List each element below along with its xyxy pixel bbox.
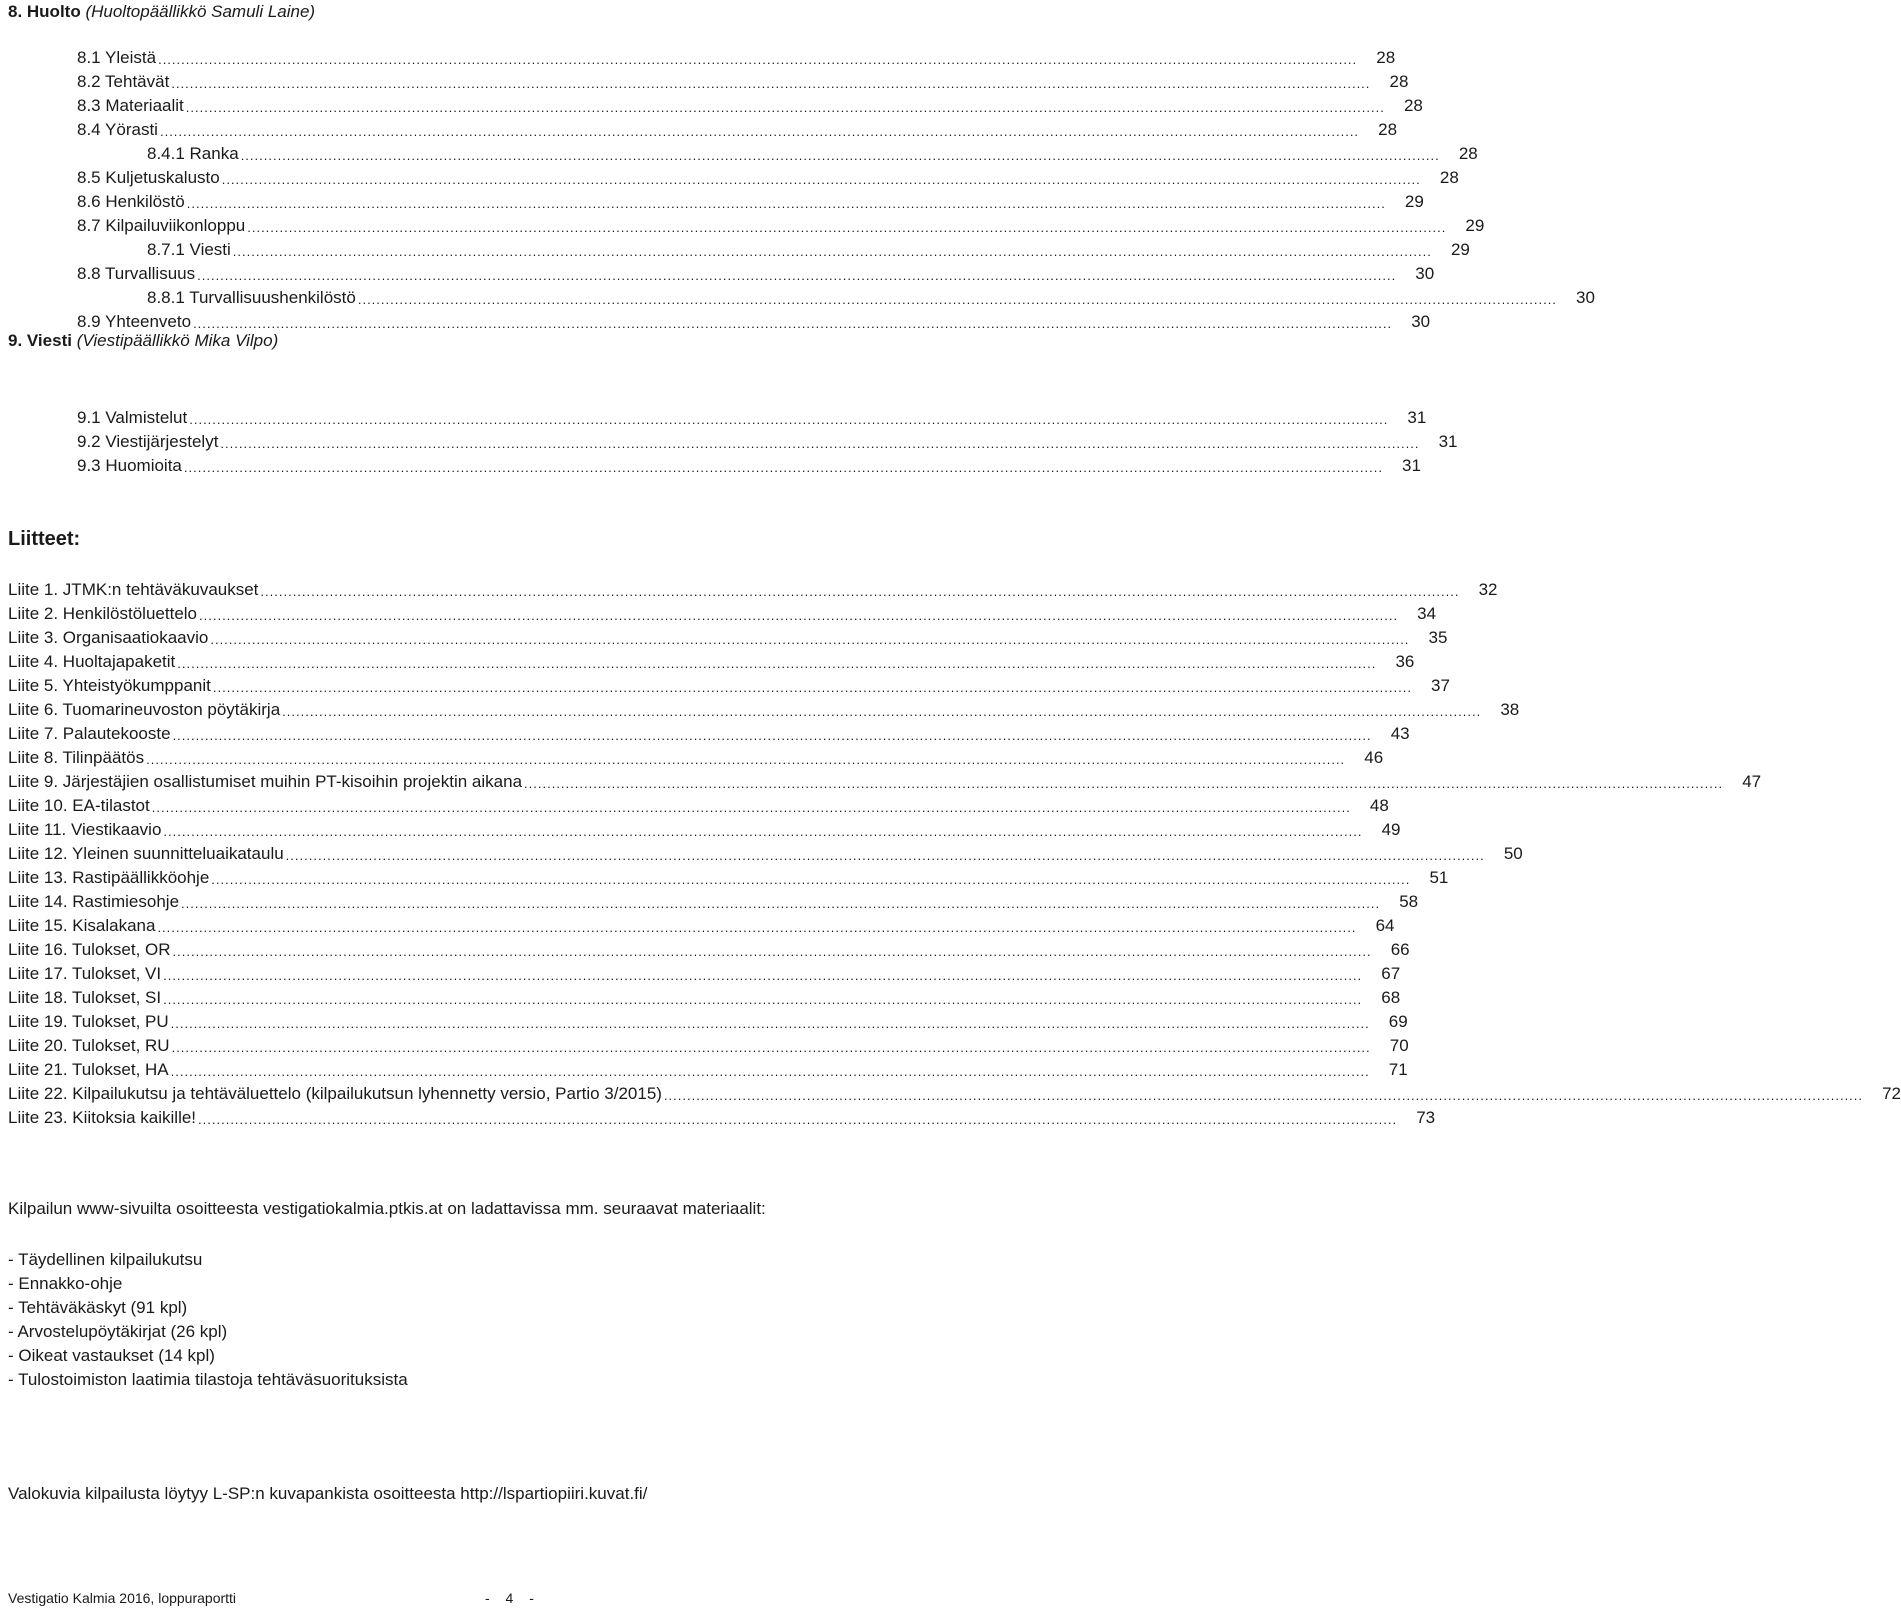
toc-leader-dots: .................................................................................................................................................................................................................................................................... — [663, 1088, 1864, 1103]
toc-entry[interactable] — [147, 286, 1595, 310]
toc-entry-label: Liite 18. Tulokset, SI — [8, 988, 162, 1007]
materials-list-item: - Tehtäväkäskyt (91 kpl) — [8, 1298, 188, 1317]
toc-entry[interactable] — [8, 890, 1419, 914]
toc-leader-dots: .................................................................................................................................................................................................................................................................... — [172, 944, 1372, 959]
toc-entry-label: Liite 15. Kisalakana — [8, 916, 156, 935]
toc-entry-label: 8.5 Kuljetuskalusto — [77, 168, 220, 187]
section-8-heading — [8, 2, 315, 22]
toc-entry-page: 28 — [1376, 48, 1396, 67]
toc-entry[interactable] — [8, 842, 1523, 866]
toc-entry-page: 28 — [1403, 96, 1423, 115]
toc-entry-page: 31 — [1402, 456, 1421, 475]
toc-leader-dots: .................................................................................................................................................................................................................................................................... — [172, 728, 1372, 743]
toc-entry-page: 37 — [1431, 676, 1450, 695]
toc-leader-dots: .................................................................................................................................................................................................................................................................... — [247, 220, 1447, 235]
toc-leader-dots: .................................................................................................................................................................................................................................................................... — [177, 656, 1377, 671]
toc-leader-dots: .................................................................................................................................................................................................................................................................... — [212, 680, 1412, 695]
toc-entry-label: 9.3 Huomioita — [77, 456, 182, 475]
toc-entry-page: 48 — [1369, 796, 1389, 815]
toc-entry[interactable] — [77, 406, 1427, 430]
toc-entry-page: 29 — [1450, 240, 1470, 259]
toc-entry[interactable] — [8, 794, 1389, 818]
toc-entry-page: 73 — [1416, 1108, 1436, 1127]
toc-entry-page: 72 — [1882, 1084, 1901, 1103]
section-8-subtitle: (Huoltopäällikkö Samuli Laine) — [85, 2, 316, 21]
toc-leader-dots: .................................................................................................................................................................................................................................................................... — [170, 1064, 1370, 1079]
toc-entry-label: Liite 7. Palautekooste — [8, 724, 171, 743]
toc-entry[interactable] — [8, 962, 1401, 986]
toc-entry-label: 8.1 Yleistä — [77, 48, 157, 67]
toc-entry-label: Liite 6. Tuomarineuvoston pöytäkirja — [8, 700, 281, 719]
footer-page-number: - 4 - — [485, 1590, 540, 1606]
toc-entry-label: Liite 16. Tulokset, OR — [8, 940, 171, 959]
section-9-heading — [8, 331, 278, 351]
toc-entry[interactable] — [8, 602, 1437, 626]
toc-entry-page: 36 — [1395, 652, 1415, 671]
liitteet-heading: Liitteet: — [8, 528, 81, 550]
toc-entry-page: 58 — [1399, 892, 1419, 911]
toc-entry[interactable] — [8, 1082, 1901, 1106]
toc-entry-label: 8.6 Henkilöstö — [77, 192, 185, 211]
toc-entry-page: 67 — [1381, 964, 1401, 983]
materials-list-item: - Oikeat vastaukset (14 kpl) — [8, 1346, 215, 1365]
toc-leader-dots: .................................................................................................................................................................................................................................................................... — [198, 1112, 1398, 1127]
toc-entry[interactable] — [8, 986, 1401, 1010]
toc-entry-label: 8.9 Yhteenveto — [77, 312, 192, 331]
toc-entry-label: 8.4 Yörasti — [77, 120, 158, 139]
toc-leader-dots: .................................................................................................................................................................................................................................................................... — [524, 776, 1724, 791]
toc-entry[interactable] — [8, 938, 1410, 962]
toc-entry[interactable] — [8, 818, 1401, 842]
toc-entry[interactable] — [77, 46, 1396, 70]
toc-entry[interactable] — [77, 430, 1458, 454]
section-8-number-title: 8. Huolto — [8, 2, 81, 21]
toc-entry-label: Liite 19. Tulokset, PU — [8, 1012, 169, 1031]
materials-list — [8, 1248, 408, 1392]
toc-entry-label: Liite 23. Kiitoksia kaikille! — [8, 1108, 197, 1127]
toc-leader-dots: .................................................................................................................................................................................................................................................................... — [240, 148, 1440, 163]
toc-leader-dots: .................................................................................................................................................................................................................................................................... — [197, 268, 1397, 283]
toc-entry-page: 29 — [1404, 192, 1424, 211]
toc-leader-dots: .................................................................................................................................................................................................................................................................... — [183, 460, 1383, 475]
toc-entry-page: 69 — [1388, 1012, 1408, 1031]
toc-entry[interactable] — [8, 650, 1415, 674]
toc-entry-page: 34 — [1417, 604, 1437, 623]
toc-leader-dots: .................................................................................................................................................................................................................................................................... — [159, 124, 1360, 139]
toc-entry-label: 8.3 Materiaalit — [77, 96, 184, 115]
toc-entry-page: 47 — [1742, 772, 1762, 791]
toc-entry[interactable] — [8, 722, 1410, 746]
materials-intro: Kilpailun www-sivuilta osoitteesta vestigatiokalmia.ptkis.at on ladattavissa mm. seuraavat materiaalit: — [8, 1199, 766, 1218]
toc-entry-label: Liite 22. Kilpailukutsu ja tehtäväluettelo (kilpailukutsun lyhennetty versio, Partio 3/2015) — [8, 1084, 662, 1103]
toc-entry[interactable] — [8, 626, 1448, 650]
toc-entry-label: Liite 9. Järjestäjien osallistumiset muihin PT-kisoihin projektin aikana — [8, 772, 523, 791]
toc-entry-label: Liite 10. EA-tilastot — [8, 796, 150, 815]
toc-entry-page: 29 — [1465, 216, 1485, 235]
toc-entry-label: 8.8 Turvallisuus — [77, 264, 196, 283]
toc-leader-dots: .................................................................................................................................................................................................................................................................... — [171, 76, 1371, 91]
toc-leader-dots: .................................................................................................................................................................................................................................................................... — [199, 608, 1399, 623]
section-9-subtitle: (Viestipäällikkö Mika Vilpo) — [76, 331, 279, 350]
toc-entry-label: Liite 13. Rastipäällikköohje — [8, 868, 210, 887]
toc-entry-page: 50 — [1503, 844, 1523, 863]
toc-entry-label: 8.8.1 Turvallisuushenkilöstö — [147, 288, 356, 307]
toc-entry[interactable] — [8, 1058, 1408, 1082]
toc-leader-dots: .................................................................................................................................................................................................................................................................... — [163, 992, 1363, 1007]
toc-leader-dots: .................................................................................................................................................................................................................................................................... — [221, 172, 1421, 187]
toc-entry-page: 70 — [1389, 1036, 1409, 1055]
toc-entry-page: 68 — [1381, 988, 1401, 1007]
toc-leader-dots: .................................................................................................................................................................................................................................................................... — [189, 412, 1389, 427]
toc-entry-page: 38 — [1500, 700, 1520, 719]
toc-entry-label: Liite 12. Yleinen suunnitteluaikataulu — [8, 844, 284, 863]
toc-entry[interactable] — [77, 94, 1423, 118]
toc-leader-dots: .................................................................................................................................................................................................................................................................... — [157, 920, 1357, 935]
materials-list-item: - Ennakko-ohje — [8, 1274, 123, 1293]
toc-entry-label: Liite 11. Viestikaavio — [8, 820, 162, 839]
toc-leader-dots: .................................................................................................................................................................................................................................................................... — [232, 244, 1432, 259]
toc-entry-page: 64 — [1375, 916, 1395, 935]
toc-entry[interactable] — [77, 454, 1421, 478]
toc-leader-dots: .................................................................................................................................................................................................................................................................... — [260, 584, 1460, 599]
materials-list-item: - Arvostelupöytäkirjat (26 kpl) — [8, 1322, 228, 1341]
toc-entry-page: 32 — [1478, 580, 1498, 599]
toc-entry-label: Liite 5. Yhteistyökumppanit — [8, 676, 211, 695]
toc-entry-page: 30 — [1576, 288, 1595, 307]
toc-entry-label: Liite 4. Huoltajapaketit — [8, 652, 176, 671]
toc-entry-label: 8.7.1 Viesti — [147, 240, 231, 259]
toc-entry-label: Liite 3. Organisaatiokaavio — [8, 628, 209, 647]
toc-leader-dots: .................................................................................................................................................................................................................................................................... — [186, 196, 1386, 211]
toc-entry-label: Liite 21. Tulokset, HA — [8, 1060, 169, 1079]
toc-entry[interactable] — [77, 214, 1485, 238]
toc-entry-page: 49 — [1381, 820, 1401, 839]
toc-entry-page: 43 — [1390, 724, 1410, 743]
toc-entry-page: 46 — [1364, 748, 1384, 767]
photos-note: Valokuvia kilpailusta löytyy L-SP:n kuvapankista osoitteesta http://lspartiopiiri.kuvat.fi/ — [8, 1484, 648, 1503]
toc-entry-page: 28 — [1439, 168, 1459, 187]
toc-leader-dots: .................................................................................................................................................................................................................................................................... — [163, 968, 1363, 983]
toc-entry-label: Liite 14. Rastimiesohje — [8, 892, 180, 911]
toc-entry-page: 51 — [1429, 868, 1449, 887]
toc-leader-dots: .................................................................................................................................................................................................................................................................... — [151, 800, 1351, 815]
toc-entry[interactable] — [77, 190, 1424, 214]
section-9-number-title: 9. Viesti — [8, 331, 72, 350]
toc-entry-page: 71 — [1388, 1060, 1408, 1079]
toc-entry-label: 8.7 Kilpailuviikonloppu — [77, 216, 246, 235]
footer-title: Vestigatio Kalmia 2016, loppuraportti — [8, 1590, 237, 1606]
toc-entry[interactable] — [147, 238, 1470, 262]
toc-leader-dots: .................................................................................................................................................................................................................................................................... — [181, 896, 1381, 911]
toc-leader-dots: .................................................................................................................................................................................................................................................................... — [163, 824, 1363, 839]
toc-entry[interactable] — [8, 1010, 1408, 1034]
toc-entry-page: 31 — [1438, 432, 1458, 451]
toc-entry-page: 28 — [1378, 120, 1398, 139]
toc-entry-label: Liite 2. Henkilöstöluettelo — [8, 604, 198, 623]
toc-entry[interactable] — [8, 1106, 1436, 1130]
toc-leader-dots: .................................................................................................................................................................................................................................................................... — [211, 872, 1411, 887]
toc-entry[interactable] — [8, 914, 1395, 938]
toc-entry-label: Liite 1. JTMK:n tehtäväkuvaukset — [8, 580, 259, 599]
toc-entry-page: 28 — [1458, 144, 1478, 163]
toc-leader-dots: .................................................................................................................................................................................................................................................................... — [285, 848, 1485, 863]
toc-entry[interactable] — [77, 262, 1435, 286]
toc-entry-label: 8.4.1 Ranka — [147, 144, 239, 163]
toc-entry[interactable] — [77, 70, 1409, 94]
toc-entry-page: 66 — [1390, 940, 1410, 959]
toc-entry[interactable] — [8, 674, 1450, 698]
materials-list-item: - Tulostoimiston laatimia tilastoja tehtäväsuorituksista — [8, 1370, 408, 1389]
toc-leader-dots: .................................................................................................................................................................................................................................................................... — [158, 52, 1358, 67]
materials-list-item: - Täydellinen kilpailukutsu — [8, 1250, 203, 1269]
toc-entry[interactable] — [8, 770, 1762, 794]
toc-leader-dots: .................................................................................................................................................................................................................................................................... — [282, 704, 1482, 719]
toc-leader-dots: .................................................................................................................................................................................................................................................................... — [210, 632, 1410, 647]
toc-leader-dots: .................................................................................................................................................................................................................................................................... — [357, 292, 1557, 307]
toc-entry[interactable] — [77, 166, 1459, 190]
toc-entry-page: 30 — [1415, 264, 1435, 283]
toc-entry-label: Liite 8. Tilinpäätös — [8, 748, 145, 767]
toc-entry-page: 35 — [1428, 628, 1448, 647]
toc-entry[interactable] — [8, 866, 1449, 890]
toc-entry[interactable] — [8, 578, 1498, 602]
toc-entry[interactable] — [147, 142, 1478, 166]
toc-leader-dots: .................................................................................................................................................................................................................................................................... — [170, 1016, 1370, 1031]
toc-entry-label: Liite 17. Tulokset, VI — [8, 964, 162, 983]
toc-entry[interactable] — [8, 1034, 1409, 1058]
toc-leader-dots: .................................................................................................................................................................................................................................................................... — [185, 100, 1385, 115]
toc-leader-dots: .................................................................................................................................................................................................................................................................... — [220, 436, 1420, 451]
toc-leader-dots: .................................................................................................................................................................................................................................................................... — [171, 1040, 1371, 1055]
toc-entry[interactable] — [8, 698, 1520, 722]
toc-entry[interactable] — [8, 746, 1384, 770]
toc-entry-label: 9.2 Viestijärjestelyt — [77, 432, 219, 451]
toc-entry-page: 31 — [1407, 408, 1427, 427]
toc-entry-label: 8.2 Tehtävät — [77, 72, 170, 91]
toc-entry[interactable] — [77, 118, 1398, 142]
toc-leader-dots: .................................................................................................................................................................................................................................................................... — [146, 752, 1346, 767]
toc-entry-label: Liite 20. Tulokset, RU — [8, 1036, 170, 1055]
toc-entry-label: 9.1 Valmistelut — [77, 408, 188, 427]
toc-leader-dots: .................................................................................................................................................................................................................................................................... — [193, 316, 1393, 331]
toc-entry-page: 30 — [1411, 312, 1431, 331]
toc-entry-page: 28 — [1389, 72, 1409, 91]
